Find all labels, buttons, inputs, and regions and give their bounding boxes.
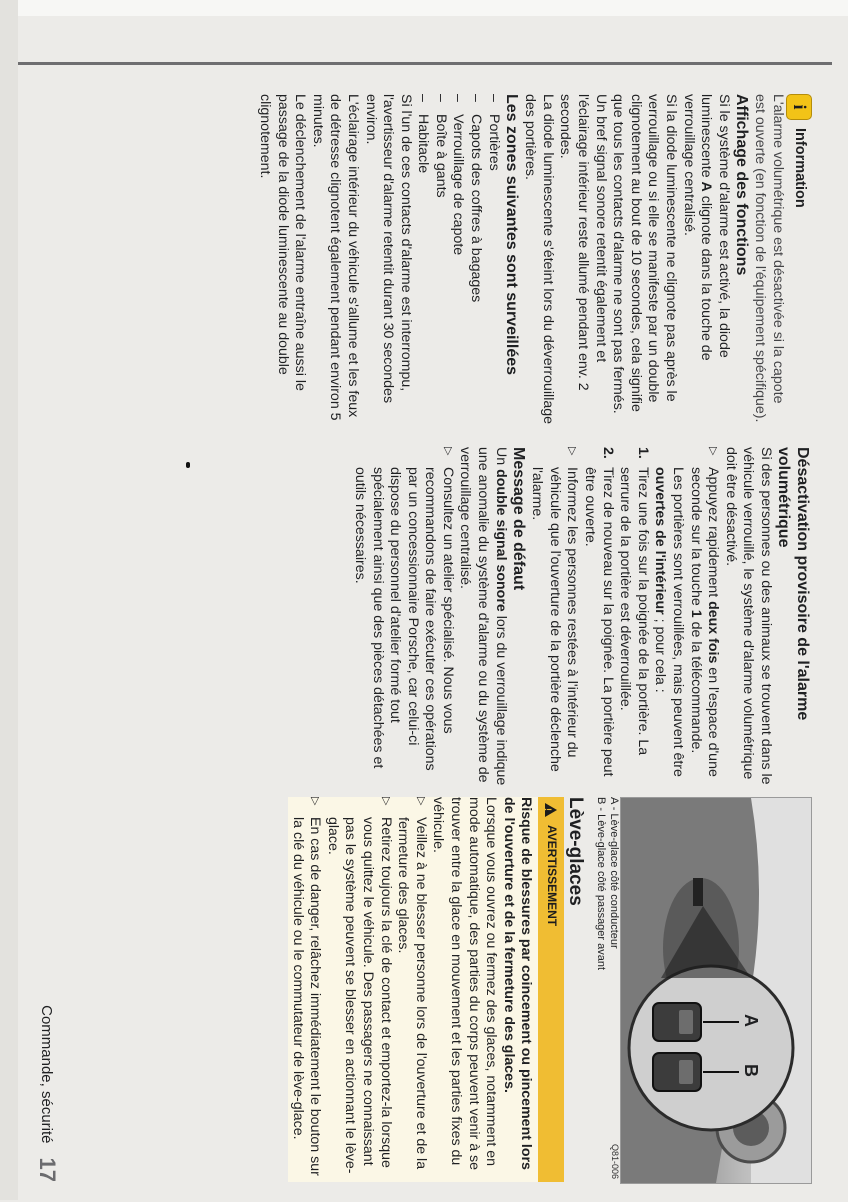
list-item: – Verrouillage de capote: [450, 94, 467, 256]
zones-p3: Le déclenchement de l'alarme entraîne aussi le passage de la diode luminescente au double clignotement.: [256, 94, 309, 391]
warning-box: [288, 797, 538, 1182]
zones-list: [414, 94, 502, 424]
affichage-p4: La diode luminescente s'éteint lors du déverrouillage des portières.: [522, 94, 556, 425]
desactivation-action-1: ▷ Appuyez rapidement deux fois en l'espace d'une seconde sur la touche 1 de la télécommande.: [687, 447, 722, 777]
list-item: – Boîte à gants: [432, 94, 449, 198]
warning-label: AVERTISSEMENT: [545, 825, 559, 927]
footer-section: Commande, sécurité: [38, 1005, 55, 1144]
information-title: Information: [791, 128, 808, 208]
triangle-right-icon: ▷: [707, 447, 720, 456]
desactivation-action-2: ▷ Informez les personnes restées à l'intérieur du véhicule que l'ouverture de la portière déclenche l'alarme.: [529, 447, 581, 772]
triangle-right-icon: ▷: [414, 797, 427, 806]
figure-caption-a: A - Lève-glace côté conducteur: [608, 797, 620, 949]
affichage-p3: Un bref signal sonore retentit également et l'éclairage intérieur reste allumé pendant env. 2 secondes.: [557, 94, 609, 391]
warning-banner: [538, 797, 564, 1182]
message-title: Message de défaut: [509, 447, 527, 591]
warning-triangle-icon: !: [545, 803, 557, 817]
affichage-title: Affichage des fonctions: [732, 94, 750, 276]
affichage-p2: Si la diode luminescente ne clignote pas après le verrouillage ou si elle se manifeste par un double clignotement au bout de 10 secondes, cela signifie que tous les contacts d'alarme ne sont pas fermés.: [610, 94, 680, 414]
column-left: [255, 94, 812, 424]
warning-action-3: ▷ En cas de danger, relâchez immédiatement le bouton sur la clé du véhicule ou le commutateur de lève-glace.: [289, 797, 324, 1176]
list-item: – Capots des coffres à bagages: [468, 94, 485, 303]
triangle-right-icon: ▷: [309, 797, 322, 806]
list-item: – Habitacle: [415, 94, 432, 174]
desactivation-intro: Si des personnes ou des animaux se trouvent dans le véhicule verrouillé, le système d'alarme volumétrique doit être désactivé.: [722, 447, 774, 785]
column-middle: [350, 447, 812, 787]
triangle-right-icon: ▷: [441, 447, 454, 456]
zones-p1: Si l'un de ces contacts d'alarme est interrompu, l'avertisseur d'alarme retentit durant 30 secondes environ.: [362, 94, 414, 404]
warning-action-2: ▷ Retirez toujours la clé de contact et emportez-la lorsque vous quittez le véhicule. Des passagers ne connaissant pas le système peuvent se blesser en actionnant le lève-glace.: [324, 797, 394, 1174]
page-number: 17: [35, 1157, 60, 1182]
column-right: [288, 797, 812, 1182]
message-action: ▷ Consultez un atelier spécialisé. Nous vous recommandons de faire exécuter ces opérations par un concessionnaire Porsche, car celui-ci dispose du personnel d'atelier formé tout spécialement ainsi que des pièces détachées et outils nécessaires.: [351, 447, 456, 771]
step-1: 1. Tirez une fois sur la poignée de la portière. La serrure de la portière est déverrouillée.: [617, 447, 651, 756]
warning-text: Lorsque vous ouvrez ou fermez des glaces, notamment en mode automatique, des parties du corps peuvent venir à se trouver entre la glace en mouvement et les parties fixes du véhicule.: [430, 797, 500, 1171]
figure-caption-b: B - Lève-glace côté passager avant: [595, 797, 607, 971]
affichage-p1: Si le système d'alarme est activé, la diode luminescente A clignote dans la touche de verrouillage centralisé.: [680, 94, 732, 361]
information-header: [786, 94, 812, 424]
zones-title: Les zones suivantes sont surveillées: [502, 94, 520, 376]
list-item: – Portières: [485, 94, 502, 171]
rotated-page: [32, 72, 812, 1202]
page-footer: [34, 797, 60, 1182]
figure-label-a: A: [741, 1014, 761, 1027]
figure-code: Q81-006: [609, 1143, 620, 1179]
warning-action-1: ▷ Veillez à ne blesser personne lors de l'ouverture et de la fermeture des glaces.: [395, 797, 429, 1170]
figure-label-b: B: [741, 1064, 761, 1077]
info-icon: i: [786, 94, 812, 120]
door-panel-illustration: [621, 798, 811, 1183]
information-text: L'alarme volumétrique est désactivée si la capote est ouverte (en fonction de l'équipement spécifique).: [752, 94, 786, 423]
leve-glaces-title: Lève-glaces: [565, 797, 586, 906]
triangle-right-icon: ▷: [379, 797, 392, 806]
triangle-right-icon: ▷: [566, 447, 579, 456]
desactivation-title: Désactivation provisoire de l'alarme volumétrique: [775, 447, 811, 721]
binding-rule: [18, 62, 832, 65]
desactivation-text: Les portières sont verrouillées, mais peuvent être ouvertes de l'intérieur ; pour cela :: [652, 467, 687, 777]
step-2: 2. Tirez de nouveau sur la poignée. La portière peut être ouverte.: [582, 447, 616, 777]
zones-p2: L'éclairage intérieur du véhicule s'allume et les feux de détresse clignotent également pendant environ 5 minutes.: [309, 94, 361, 421]
page-top-edge: [0, 0, 848, 16]
scan-shade: [0, 0, 18, 1200]
warning-title: Risque de blessures par coincement ou pincement lors de l'ouverture et de la fermeture des glaces.: [500, 797, 535, 1170]
message-p1: Un double signal sonore lors du verrouillage indique une anomalie du système d'alarme ou du système de verrouillage centralisé.: [457, 447, 509, 786]
